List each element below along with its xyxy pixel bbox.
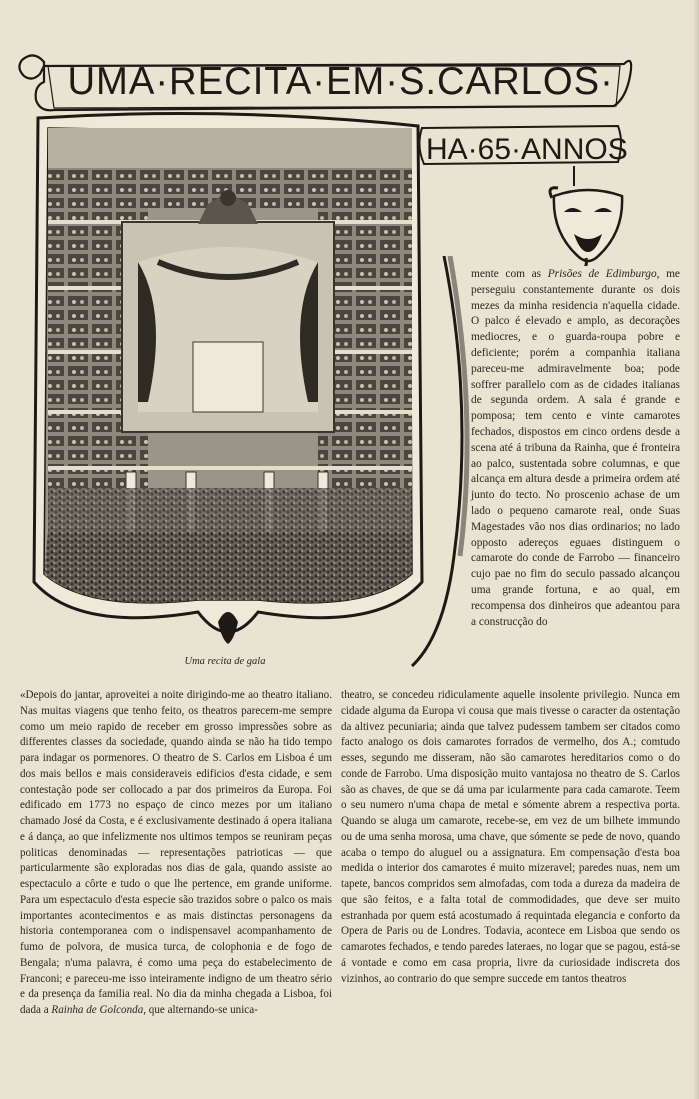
text-left-b: que alternando-se unica- [146, 1004, 258, 1016]
text-left-a: «Depois do jantar, aproveitei a noite dirigindo-me ao theatro italiano. Nas muitas viagens que tenho feito, os theatros parecem-me sempre como um meio rapido de receber em grosso impressões sobre as differentes classes da sociedade, quando ainda se não ha tido tempo para indagar os pormenores. O theatro de S. Carlos em Lisboa é um dos mais bellos e mais consideraveis edificios d'esta cidade, e sem contestação pode ser collocado a par dos primeiros da Europa. Foi edificado em 1773 no espaço de cinco mezes por um italiano chamado José da Costa, e é exclusivamente destinado á opera italiana e á dança, ao que infelizmente nos ultimos tempos se reuniram peças politicas denominadas — representações patrioticas — que particularmente são exploradas nos dias de gala, quando assiste ao espectaculo a côrte e tudo o que lhe pertence, em grande uniforme. Para um espectaculo d'esta especie são trazidos sobre o palco os mais importantes acontecimentos e as mais distinctas personagens da historia contemporanea com o indispensavel acompanhamento de fumo de polvora, de musica turca, de colophonia e de fogo de Bengala; n'uma palavra, é como uma peça do estabelecimento de Franconi; e pareceu-me isso inteiramente indigno de um theatro sério e da presença da familia real. No dia da minha chegada a Lisboa, foi dada a [20, 689, 332, 1016]
article-column-right [471, 267, 680, 630]
article-subtitle: HA·65·ANNOS [426, 133, 628, 166]
page-edge-shadow [693, 0, 699, 1099]
theatre-mask-icon [548, 184, 628, 266]
article-column-middle [341, 688, 680, 987]
text-middle: theatro, se concedeu ridiculamente aquelle insolente privilegio. Nunca em cidade alguma da Europa vi cousa que mais tivesse o caracter da ostentação da altivez pecuniaria; ainda que talvez pudessem tambem ser citados como facto analogo os dois camarotes forrados de vermelho, dos A.; comtudo esses, segundo me disseram, não são camarotes hereditarios como o do conde de Farrobo. Uma disposição muito vantajosa no theatro de S. Carlos são as chaves, de que se dá uma par icularmente para cada camarote. Teem o seu numero n'uma chapa de metal e sómente abrem a respectiva porta. Quando se aluga um camarote, recebe-se, em vez de um bilhete immundo ou de uma senha morosa, uma chave, que sómente se pede de novo, quando acaba o tempo do aluguel ou a assignatura. Em compensação d'esta boa medida o interior dos camarotes é muito mizeravel; paredes nuas, nem um tapete, bancos compridos sem almofadas, com toda a dureza da madeira de que são feitos, e a falta total de commodidades, que deve ser muito estranhada por quem está acostumado á requintada elegancia e conforto da Opera de Paris ou de Londres. Todavia, acontece em Lisboa que sendo os camarotes fechados, e tendo paredes lateraes, no logar que se pagou, está-se á vontade e como em casa propria, livre da curiosidade indiscreta dos vizinhos, ao contrario do que sempre succede em tantos theatros [341, 689, 680, 985]
article-title: UMA·RECITA·EM·S.CARLOS· [67, 60, 614, 103]
text-left-italic: Rainha de Golconda, [51, 1004, 147, 1016]
illustration-caption: Uma recita de gala [184, 656, 266, 667]
text-right-lead: mente com as [471, 268, 548, 280]
text-right-rest: me perseguiu constantemente durante os dois mezes da minha residencia n'aquella cidade. O palco é elevado e amplo, as decorações mediocres, e o guarda-roupa pobre e deficiente; porém a companhia italiana pareceu-me admiravelmente boa; pode soffrer parallelo com as de cidades italianas de segunda ordem. A sala é grande e pomposa; tem cento e vinte camarotes fechados, dispostos em cinco ordens desde a scena até á tribuna da Rainha, que é fronteira ao palco, sustentada sobre columnas, e que alcança em altura desde a primeira ordem até junto do tecto. No proscenio achase de um lado o pequeno camarote real, onde Suas Magestades vão nos dias ordinarios; no lado opposto adereços eguaes distinguem o camarote do conde de Farrobo — financeiro cujo pae no fim do seculo passado alcançou uma grande fortuna, e ao qual, em recompensa dos dinheiros que adeantou para a construcção do [471, 268, 680, 628]
text-right-italic: Prisões de Edimburgo, [547, 268, 660, 280]
opera-house-illustration [18, 112, 438, 652]
article-column-left [20, 688, 332, 1019]
